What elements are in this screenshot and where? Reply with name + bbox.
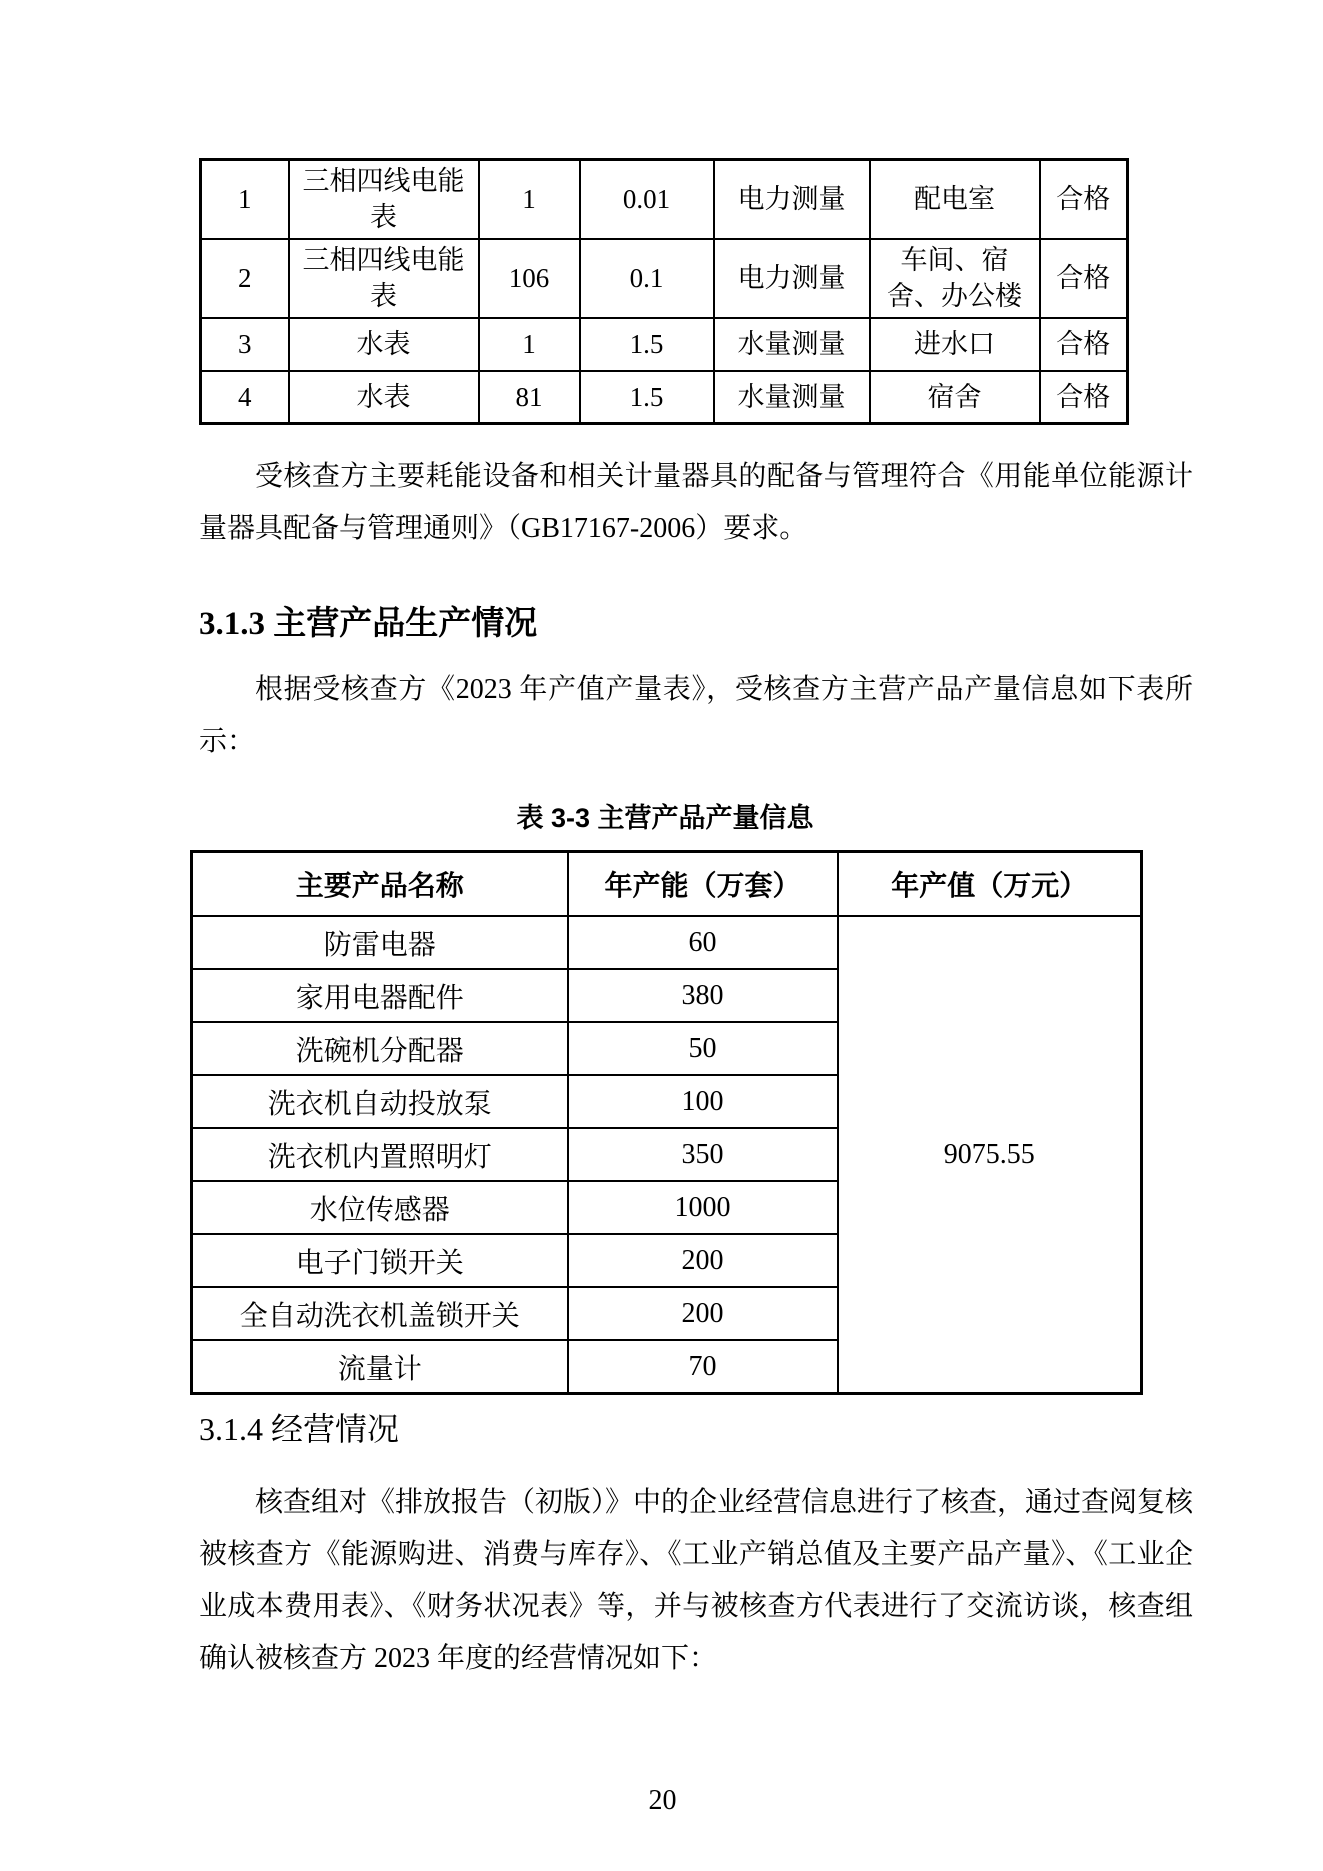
annual-output-value-cell: 9075.55 — [838, 916, 1142, 1394]
table-row — [201, 371, 1128, 424]
location-cell: 配电室 — [870, 160, 1040, 239]
column-header-annual-capacity: 年产能（万套） — [568, 852, 838, 917]
capacity-cell: 1000 — [568, 1181, 838, 1234]
capacity-cell: 60 — [568, 916, 838, 969]
column-header-annual-value: 年产值（万元） — [838, 852, 1142, 917]
capacity-cell: 200 — [568, 1287, 838, 1340]
product-output-table — [190, 850, 1143, 1395]
column-header-product-name: 主要产品名称 — [192, 852, 568, 917]
table-row — [201, 239, 1128, 318]
capacity-cell: 350 — [568, 1128, 838, 1181]
result-cell: 合格 — [1040, 371, 1128, 424]
device-name-cell: 水表 — [289, 371, 479, 424]
product-name-cell: 洗衣机内置照明灯 — [192, 1128, 568, 1181]
device-name-cell: 三相四线电能表 — [289, 160, 479, 239]
product-name-cell: 洗碗机分配器 — [192, 1022, 568, 1075]
table-caption: 表 3-3 主营产品产量信息 — [516, 803, 814, 834]
accuracy-cell: 1.5 — [580, 371, 714, 424]
capacity-cell: 70 — [568, 1340, 838, 1394]
accuracy-cell: 1.5 — [580, 318, 714, 371]
purpose-cell: 水量测量 — [714, 318, 870, 371]
row-index-cell: 2 — [201, 239, 289, 318]
row-index-cell: 1 — [201, 160, 289, 239]
production-intro-paragraph: 根据受核查方《2023 年产值产量表》，受核查方主营产品产量信息如下表所示： — [199, 674, 1193, 758]
capacity-cell: 200 — [568, 1234, 838, 1287]
device-name-cell: 水表 — [289, 318, 479, 371]
capacity-cell: 100 — [568, 1075, 838, 1128]
metering-compliance-paragraph: 受核查方主要耗能设备和相关计量器具的配备与管理符合《用能单位能源计量器具配备与管理通则》（GB17167-2006）要求。 — [199, 461, 1193, 545]
purpose-cell: 水量测量 — [714, 371, 870, 424]
product-name-cell: 洗衣机自动投放泵 — [192, 1075, 568, 1128]
quantity-cell: 81 — [479, 371, 580, 424]
capacity-cell: 380 — [568, 969, 838, 1022]
quantity-cell: 1 — [479, 160, 580, 239]
location-cell: 进水口 — [870, 318, 1040, 371]
table-row — [201, 318, 1128, 371]
product-name-cell: 家用电器配件 — [192, 969, 568, 1022]
page-number: 20 — [648, 1784, 677, 1816]
result-cell: 合格 — [1040, 160, 1128, 239]
quantity-cell: 106 — [479, 239, 580, 318]
row-index-cell: 4 — [201, 371, 289, 424]
product-name-cell: 水位传感器 — [192, 1181, 568, 1234]
product-name-cell: 电子门锁开关 — [192, 1234, 568, 1287]
accuracy-cell: 0.01 — [580, 160, 714, 239]
product-name-cell: 全自动洗衣机盖锁开关 — [192, 1287, 568, 1340]
accuracy-cell: 0.1 — [580, 239, 714, 318]
metering-devices-table — [199, 158, 1129, 425]
result-cell: 合格 — [1040, 318, 1128, 371]
location-cell: 车间、宿舍、办公楼 — [870, 239, 1040, 318]
purpose-cell: 电力测量 — [714, 239, 870, 318]
device-name-cell: 三相四线电能表 — [289, 239, 479, 318]
row-index-cell: 3 — [201, 318, 289, 371]
table-row — [201, 160, 1128, 239]
operation-review-paragraph: 核查组对《排放报告（初版）》中的企业经营信息进行了核查，通过查阅复核被核查方《能源购进、消费与库存》、《工业产销总值及主要产品产量》、《工业企业成本费用表》、《财务状况表》等，并与被核查方代表进行了交流访谈，核查组确认被核查方 2023 年度的经营情况如下： — [199, 1486, 1194, 1674]
capacity-cell: 50 — [568, 1022, 838, 1075]
section-heading-3-1-4: 3.1.4 经营情况 — [199, 1411, 400, 1448]
table-header-row — [192, 852, 1142, 917]
section-heading-3-1-3: 3.1.3 主营产品生产情况 — [199, 606, 538, 643]
purpose-cell: 电力测量 — [714, 160, 870, 239]
location-cell: 宿舍 — [870, 371, 1040, 424]
table-row — [192, 916, 1142, 969]
quantity-cell: 1 — [479, 318, 580, 371]
product-name-cell: 流量计 — [192, 1340, 568, 1394]
result-cell: 合格 — [1040, 239, 1128, 318]
product-name-cell: 防雷电器 — [192, 916, 568, 969]
